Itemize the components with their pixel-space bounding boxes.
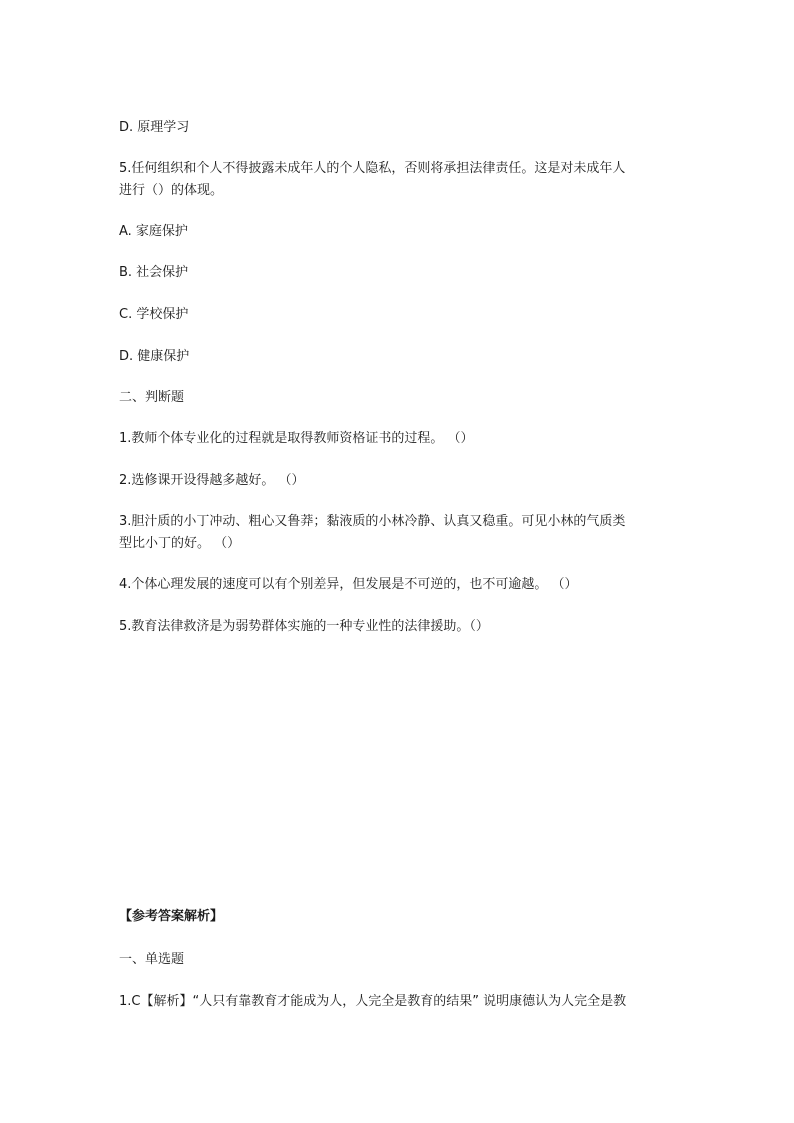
q5-option-d: D. 健康保护 bbox=[119, 349, 190, 364]
answers-heading: 【参考答案解析】 bbox=[119, 909, 224, 924]
q5-stem-line2: 进行（）的体现。 bbox=[119, 183, 224, 198]
judge-item-1: 1.教师个体专业化的过程就是取得教师资格证书的过程。 （） bbox=[119, 431, 474, 446]
q4-option-d: D. 原理学习 bbox=[119, 120, 190, 135]
q5-option-b: B. 社会保护 bbox=[119, 265, 189, 280]
judge-item-5: 5.教育法律救济是为弱势群体实施的一种专业性的法律援助。（） bbox=[119, 619, 489, 634]
section2-title: 二、判断题 bbox=[119, 390, 185, 405]
answer-1-line1: 1.C【解析】“人只有靠教育才能成为人，人完全是教育的结果” 说明康德认为人完全是教 bbox=[119, 994, 627, 1009]
answers-section1-title: 一、单选题 bbox=[119, 952, 185, 967]
q5-option-c: C. 学校保护 bbox=[119, 307, 189, 322]
judge-item-3-line1: 3.胆汁质的小丁冲动、粗心又鲁莽；黏液质的小林冷静、认真又稳重。可见小林的气质类 bbox=[119, 514, 626, 529]
judge-item-3-line2: 型比小丁的好。 （） bbox=[119, 536, 241, 551]
judge-item-4: 4.个体心理发展的速度可以有个别差异，但发展是不可逆的，也不可逾越。 （） bbox=[119, 577, 578, 592]
judge-item-2: 2.选修课开设得越多越好。 （） bbox=[119, 473, 305, 488]
q5-option-a: A. 家庭保护 bbox=[119, 224, 188, 239]
q5-stem-line1: 5.任何组织和个人不得披露未成年人的个人隐私，否则将承担法律责任。这是对未成年人 bbox=[119, 161, 626, 176]
